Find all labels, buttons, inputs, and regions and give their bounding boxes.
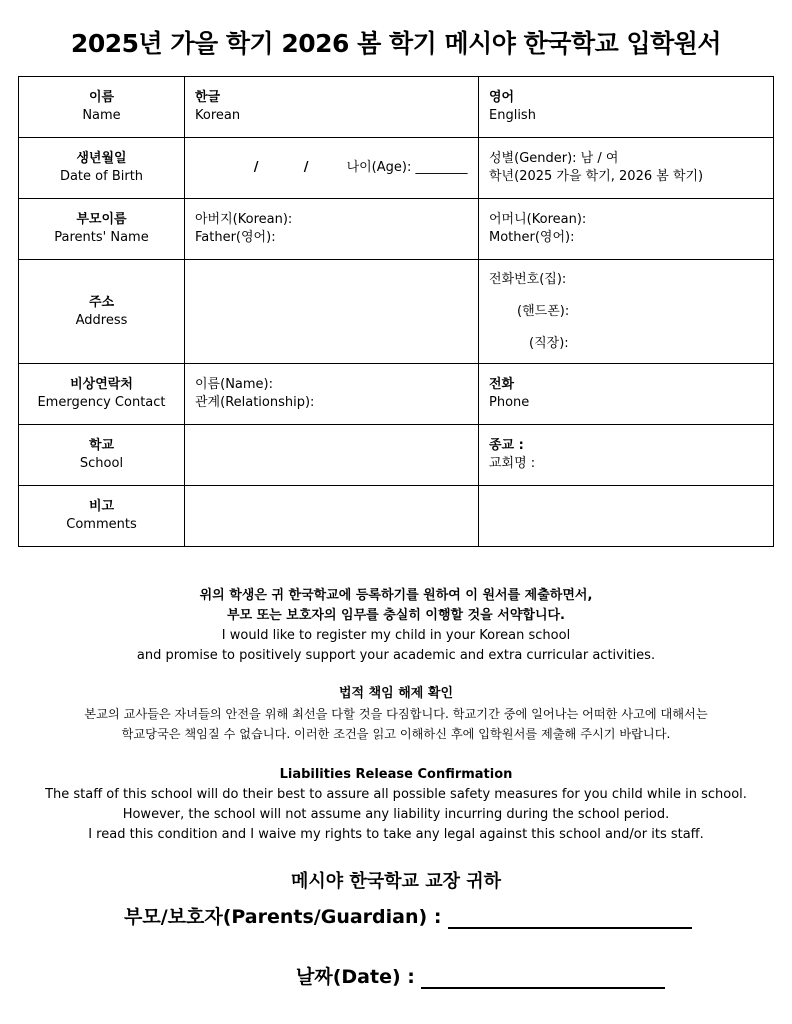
comments-field[interactable] bbox=[185, 486, 479, 547]
church-label: 교회명 : bbox=[489, 456, 536, 471]
phone-work-label: (직장): bbox=[529, 335, 569, 351]
name-english-field[interactable] bbox=[479, 77, 774, 138]
parents-label-en: Parents' Name bbox=[54, 230, 149, 245]
emergency-phone-en: Phone bbox=[489, 395, 530, 410]
parent-signature-label: 부모/보호자(Parents/Guardian) : bbox=[124, 906, 442, 928]
korean-label-en: Korean bbox=[195, 108, 241, 123]
korean-label-ko: 한글 bbox=[195, 90, 221, 105]
release-ko-line1: 본교의 교사들은 자녀들의 안전을 위해 최선을 다할 것을 다짐합니다. 학교기간 중에 일어나는 어떠한 사고에 대해서는 bbox=[84, 707, 708, 721]
emergency-label-ko: 비상연락처 bbox=[70, 377, 133, 392]
release-ko-line2: 학교당국은 책임질 수 없습니다. 이러한 조건을 읽고 이해하신 후에 입학원서를 제출해 주시기 바랍니다. bbox=[121, 727, 671, 741]
release-en-heading: Liabilities Release Confirmation bbox=[279, 767, 513, 782]
mother-ko-label: 어머니(Korean): bbox=[489, 212, 587, 227]
emergency-phone-field[interactable] bbox=[479, 364, 774, 425]
address-field[interactable] bbox=[185, 260, 479, 364]
emergency-row bbox=[19, 364, 774, 425]
address-label-ko: 주소 bbox=[88, 294, 115, 310]
pledge-block bbox=[0, 586, 792, 666]
relationship-label: 관계(Relationship): bbox=[195, 395, 315, 410]
name-korean-field[interactable] bbox=[185, 77, 479, 138]
dob-label-ko: 생년월일 bbox=[76, 151, 127, 166]
parents-label-ko: 부모이름 bbox=[76, 212, 127, 227]
phone-cell-label: (핸드폰): bbox=[517, 303, 570, 319]
school-label-en: School bbox=[79, 456, 124, 471]
mother-field[interactable] bbox=[479, 199, 774, 260]
comments-label-ko: 비고 bbox=[88, 499, 115, 514]
phone-home-label: 전화번호(집): bbox=[489, 271, 567, 287]
emergency-contact-field[interactable] bbox=[185, 364, 479, 425]
page-title: 2025년 가을 학기 2026 봄 학기 메시야 한국학교 입학원서 bbox=[70, 29, 722, 58]
emergency-label-en: Emergency Contact bbox=[37, 395, 166, 410]
emergency-phone-ko: 전화 bbox=[489, 377, 515, 392]
dob-slashes: / / bbox=[253, 160, 309, 175]
release-en-line2: However, the school will not assume any liability incurring during the school period. bbox=[122, 807, 670, 822]
mother-en-label: Mother(영어): bbox=[489, 230, 575, 245]
father-ko-label: 아버지(Korean): bbox=[195, 212, 293, 227]
school-row bbox=[19, 425, 774, 486]
school-field[interactable] bbox=[185, 425, 479, 486]
application-form-table bbox=[18, 76, 774, 547]
name-label bbox=[19, 77, 185, 138]
dob-row bbox=[19, 138, 774, 199]
release-ko-block bbox=[0, 684, 792, 744]
dob-label bbox=[19, 138, 185, 199]
address-row bbox=[19, 260, 774, 364]
english-label-ko: 영어 bbox=[489, 90, 515, 105]
religion-field[interactable] bbox=[479, 425, 774, 486]
religion-label: 종교 : bbox=[489, 438, 524, 453]
address-label bbox=[19, 260, 185, 364]
parents-row bbox=[19, 199, 774, 260]
pledge-ko-line1: 위의 학생은 귀 한국학교에 등록하기를 원하여 이 원서를 제출하면서, bbox=[199, 588, 593, 603]
school-label bbox=[19, 425, 185, 486]
release-en-block bbox=[0, 765, 792, 845]
date-line[interactable] bbox=[296, 962, 665, 989]
pledge-en-line2: and promise to positively support your academic and extra curricular activities. bbox=[136, 648, 656, 663]
phone-numbers-field[interactable] bbox=[479, 260, 774, 364]
addressee: 메시야 한국학교 교장 귀하 bbox=[290, 871, 502, 892]
age-field: 나이(Age): ________ bbox=[346, 160, 468, 175]
emergency-name-label: 이름(Name): bbox=[195, 377, 273, 392]
release-en-line1: The staff of this school will do their best to assure all possible safety measures for you child while in school. bbox=[45, 787, 747, 802]
parent-signature-blank[interactable] bbox=[448, 905, 692, 929]
father-field[interactable] bbox=[185, 199, 479, 260]
comments-label-en: Comments bbox=[66, 517, 137, 532]
pledge-ko-line2: 부모 또는 보호자의 임무를 충실히 이행할 것을 서약합니다. bbox=[226, 608, 565, 623]
english-label-en: English bbox=[489, 108, 536, 123]
dob-label-en: Date of Birth bbox=[59, 169, 144, 184]
grade-label: 학년(2025 가을 학기, 2026 봄 학기) bbox=[489, 169, 704, 184]
parent-signature-line[interactable] bbox=[124, 902, 692, 929]
release-ko-heading: 법적 책임 해제 확인 bbox=[338, 686, 454, 701]
comments-field-2[interactable] bbox=[479, 486, 774, 547]
gender-label: 성별(Gender): 남 / 여 bbox=[489, 151, 619, 166]
father-en-label: Father(영어): bbox=[195, 230, 276, 245]
address-label-en: Address bbox=[75, 312, 128, 328]
date-blank[interactable] bbox=[421, 965, 665, 989]
date-label: 날짜(Date) : bbox=[296, 966, 415, 988]
name-row bbox=[19, 77, 774, 138]
school-label-ko: 학교 bbox=[88, 438, 115, 453]
gender-grade-field[interactable] bbox=[479, 138, 774, 199]
parents-label bbox=[19, 199, 185, 260]
comments-row bbox=[19, 486, 774, 547]
name-label-en: Name bbox=[82, 108, 121, 123]
comments-label bbox=[19, 486, 185, 547]
pledge-en-line1: I would like to register my child in your Korean school bbox=[221, 628, 571, 643]
dob-field[interactable] bbox=[185, 138, 479, 199]
emergency-label bbox=[19, 364, 185, 425]
release-en-line3: I read this condition and I waive my rights to take any legal against this school and/or its staff. bbox=[88, 827, 704, 842]
name-label-ko: 이름 bbox=[88, 90, 115, 105]
